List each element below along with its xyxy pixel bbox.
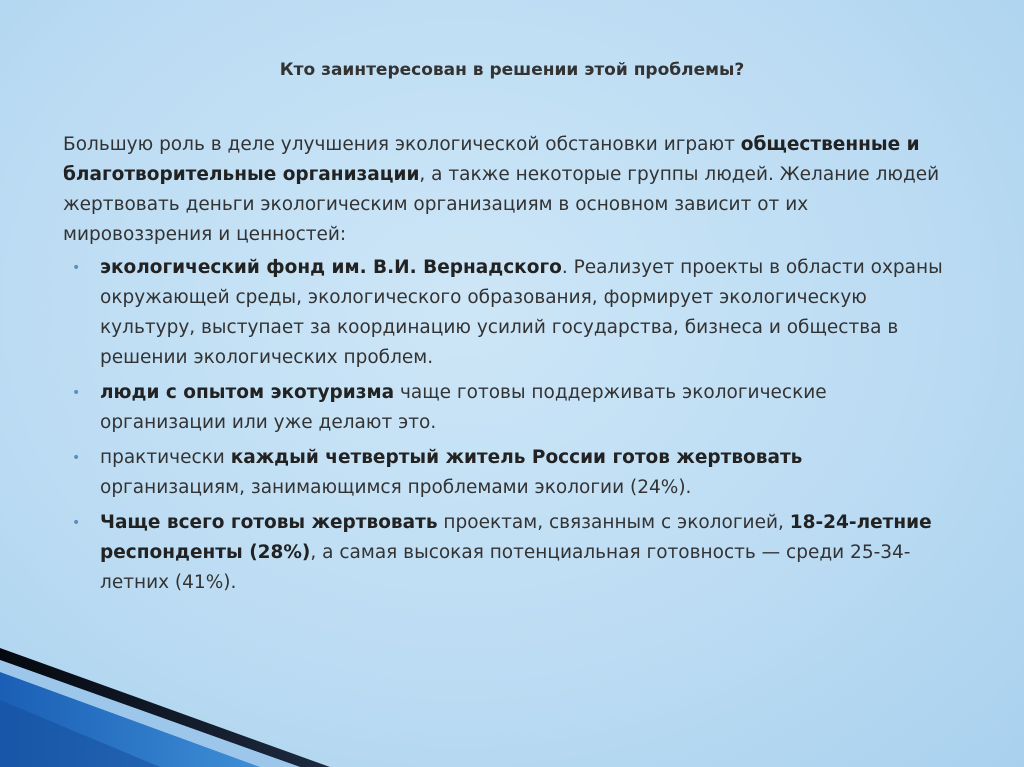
bullet-4-text-1: проектам, связанным с экологией, xyxy=(437,512,790,533)
bullet-list xyxy=(63,253,953,598)
bullet-2-bold: люди с опытом экотуризма xyxy=(100,382,395,403)
list-item xyxy=(63,443,953,503)
intro-bold: общественные и благотворительные организации xyxy=(63,134,920,185)
bullet-icon: • xyxy=(72,260,81,276)
bullet-icon: • xyxy=(72,385,81,401)
bullet-icon: • xyxy=(72,515,81,531)
bullet-2-text: чаще готовы поддерживать экологические организации или уже делают это. xyxy=(100,382,827,433)
bullet-1-text: . Реализует проекты в области охраны окружающей среды, экологического образования, формирует экологическую культуру, выступает за координацию усилий государства, бизнеса и общества в решении экологических проблем. xyxy=(100,257,943,368)
slide-title: Кто заинтересован в решении этой проблемы? xyxy=(279,60,745,80)
slide-body xyxy=(63,130,953,603)
intro-text-1: Большую роль в деле улучшения экологической обстановки играют xyxy=(63,134,741,155)
intro-paragraph xyxy=(63,130,953,250)
bullet-3-bold: каждый четвертый житель России готов жертвовать xyxy=(230,447,803,468)
list-item xyxy=(63,378,953,438)
bullet-4-bold-1: Чаще всего готовы жертвовать xyxy=(100,512,438,533)
bullet-3-text-start: практически xyxy=(100,447,231,468)
list-item xyxy=(63,253,953,373)
bullet-4-bold-2: 18-24-летние респонденты (28%) xyxy=(100,512,932,563)
intro-text-2: , а также некоторые группы людей. Желание людей жертвовать деньги экологическим организациям в основном зависит от их мировоззрения и ценностей: xyxy=(63,164,940,245)
list-item xyxy=(63,508,953,598)
bullet-3-text: организациям, занимающимся проблемами экологии (24%). xyxy=(100,477,692,498)
bullet-4-text-2: , а самая высокая потенциальная готовность — среди 25-34-летних (41%). xyxy=(100,542,911,593)
bullet-icon: • xyxy=(72,450,81,466)
bullet-1-bold: экологический фонд им. В.И. Вернадского xyxy=(100,257,562,278)
